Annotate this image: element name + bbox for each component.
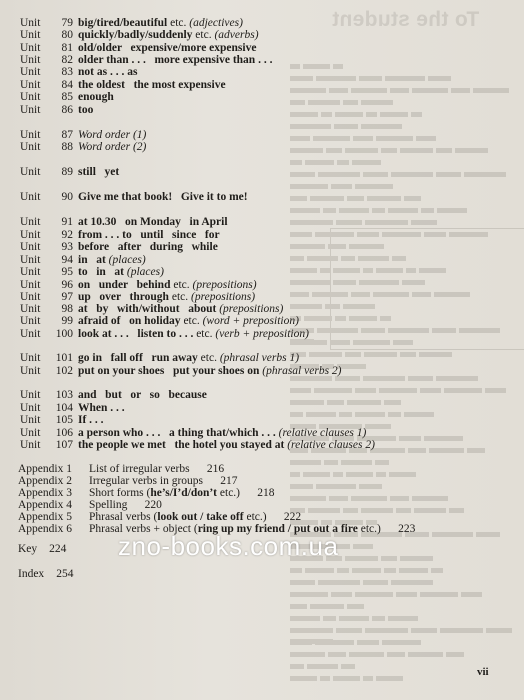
unit-number: 95 bbox=[61, 266, 73, 278]
title-segment: still yet bbox=[78, 166, 120, 178]
unit-label: Unit bbox=[20, 303, 41, 315]
unit-number: 100 bbox=[55, 328, 73, 340]
title-segment: Word order (1) bbox=[78, 129, 147, 141]
unit-label: Unit bbox=[20, 389, 41, 401]
unit-number: 86 bbox=[61, 104, 73, 116]
title-segment: ring up my friend / put out a fire bbox=[197, 523, 358, 535]
title-segment: If . . . bbox=[78, 414, 104, 426]
title-segment: etc.) bbox=[243, 511, 267, 523]
unit-label: Unit bbox=[20, 229, 41, 241]
unit-label: Unit bbox=[20, 91, 41, 103]
title-segment: Word order (2) bbox=[78, 141, 147, 153]
title-segment: etc. bbox=[180, 315, 203, 327]
title-segment: at by with/without about bbox=[78, 303, 220, 315]
title-segment: 216 bbox=[189, 463, 225, 475]
unit-label: Unit bbox=[20, 352, 41, 364]
title-segment: etc. bbox=[197, 352, 220, 364]
unit-number: 107 bbox=[55, 439, 73, 451]
appendix-label: Appendix 5 bbox=[18, 511, 72, 523]
title-segment: (adjectives) bbox=[189, 17, 243, 29]
title-segment: List of irregular verbs bbox=[89, 463, 190, 475]
title-segment: at 10.30 on Monday in April bbox=[78, 216, 228, 228]
title-segment: etc. bbox=[170, 279, 193, 291]
title-segment: he’s/I’d/don’t bbox=[150, 487, 218, 499]
title-segment: look out / take off bbox=[157, 511, 244, 523]
unit-label: Unit bbox=[20, 104, 41, 116]
title-segment: up over through bbox=[78, 291, 169, 303]
unit-title bbox=[78, 414, 104, 427]
unit-label: Unit bbox=[20, 29, 41, 41]
unit-title bbox=[78, 266, 164, 279]
unit-label: Unit bbox=[20, 266, 41, 278]
appendix-label: Appendix 2 bbox=[18, 475, 72, 487]
title-segment: etc. bbox=[193, 328, 216, 340]
unit-title bbox=[78, 66, 137, 79]
title-segment: 218 bbox=[240, 487, 275, 499]
unit-number: 82 bbox=[61, 54, 73, 66]
unit-title bbox=[78, 389, 207, 402]
title-segment: Spelling bbox=[89, 499, 128, 511]
unit-title bbox=[78, 91, 114, 104]
title-segment: go in fall off run away bbox=[78, 352, 198, 364]
unit-number: 83 bbox=[61, 66, 73, 78]
unit-number: 99 bbox=[61, 315, 73, 327]
unit-label: Unit bbox=[20, 241, 41, 253]
title-segment: (prepositions) bbox=[191, 291, 256, 303]
unit-title bbox=[78, 141, 146, 154]
unit-number: 93 bbox=[61, 241, 73, 253]
title-segment: old/older expensive/more expensive bbox=[78, 42, 257, 54]
title-segment: (phrasal verbs 2) bbox=[262, 365, 342, 377]
unit-label: Unit bbox=[20, 141, 41, 153]
unit-number: 87 bbox=[61, 129, 73, 141]
title-segment: etc.) bbox=[357, 523, 381, 535]
title-segment: in at bbox=[78, 254, 109, 266]
title-segment: (phrasal verbs 1) bbox=[219, 352, 300, 364]
key-entry-page: 224 bbox=[49, 543, 67, 555]
title-segment: put on your shoes put your shoes on bbox=[78, 365, 263, 377]
title-segment: Phrasal verbs + object ( bbox=[89, 523, 198, 535]
unit-number: 89 bbox=[61, 166, 73, 178]
unit-number: 104 bbox=[55, 402, 73, 414]
bleed-through-heading: To the student bbox=[332, 8, 480, 31]
title-segment: (word + preposition) bbox=[202, 315, 299, 327]
unit-title bbox=[78, 439, 375, 452]
title-segment: big/tired/beautiful bbox=[78, 17, 168, 29]
unit-label: Unit bbox=[20, 315, 41, 327]
unit-number: 81 bbox=[61, 42, 73, 54]
unit-title bbox=[78, 352, 299, 365]
key-entry bbox=[18, 543, 66, 556]
unit-label: Unit bbox=[20, 254, 41, 266]
title-segment: not as . . . as bbox=[78, 66, 138, 78]
title-segment: etc. bbox=[167, 17, 190, 29]
appendix-label: Appendix 1 bbox=[18, 463, 72, 475]
unit-label: Unit bbox=[20, 42, 41, 54]
title-segment: (prepositions) bbox=[219, 303, 284, 315]
index-entry-label: Index bbox=[18, 568, 45, 580]
unit-number: 96 bbox=[61, 279, 73, 291]
title-segment: (prepositions) bbox=[192, 279, 257, 291]
title-segment: on under behind bbox=[78, 279, 171, 291]
title-segment: Irregular verbs in groups bbox=[89, 475, 204, 487]
title-segment: before after during while bbox=[78, 241, 218, 253]
title-segment: When . . . bbox=[78, 402, 125, 414]
unit-title bbox=[78, 216, 228, 229]
unit-label: Unit bbox=[20, 191, 41, 203]
unit-label: Unit bbox=[20, 328, 41, 340]
unit-number: 106 bbox=[55, 427, 73, 439]
watermark: zno-books.com.ua bbox=[118, 531, 339, 561]
unit-label: Unit bbox=[20, 402, 41, 414]
title-segment: Phrasal verbs ( bbox=[89, 511, 158, 523]
unit-title bbox=[78, 104, 93, 117]
unit-number: 80 bbox=[61, 29, 73, 41]
index-entry-page: 254 bbox=[56, 568, 74, 580]
title-segment: enough bbox=[78, 91, 114, 103]
title-segment: (places) bbox=[126, 266, 164, 278]
unit-number: 105 bbox=[55, 414, 73, 426]
unit-label: Unit bbox=[20, 66, 41, 78]
title-segment: look at . . . listen to . . . bbox=[78, 328, 194, 340]
title-segment: 217 bbox=[203, 475, 238, 487]
title-segment: afraid of on holiday bbox=[78, 315, 181, 327]
title-segment: 223 bbox=[380, 523, 416, 535]
unit-number: 94 bbox=[61, 254, 73, 266]
unit-number: 98 bbox=[61, 303, 73, 315]
unit-label: Unit bbox=[20, 166, 41, 178]
unit-label: Unit bbox=[20, 216, 41, 228]
page-number: vii bbox=[477, 666, 489, 678]
title-segment: and but or so because bbox=[78, 389, 207, 401]
title-segment: (relative clauses 1) bbox=[278, 427, 367, 439]
unit-label: Unit bbox=[20, 129, 41, 141]
unit-label: Unit bbox=[20, 79, 41, 91]
unit-title bbox=[78, 328, 309, 341]
unit-label: Unit bbox=[20, 291, 41, 303]
title-segment: the oldest the most expensive bbox=[78, 79, 226, 91]
unit-label: Unit bbox=[20, 439, 41, 451]
key-entry-label: Key bbox=[18, 543, 38, 555]
unit-number: 85 bbox=[61, 91, 73, 103]
unit-number: 97 bbox=[61, 291, 73, 303]
title-segment: etc. bbox=[168, 291, 191, 303]
unit-number: 102 bbox=[55, 365, 73, 377]
unit-label: Unit bbox=[20, 17, 41, 29]
unit-number: 91 bbox=[61, 216, 73, 228]
title-segment: quickly/badly/suddenly bbox=[78, 29, 193, 41]
unit-number: 88 bbox=[61, 141, 73, 153]
title-segment: Give me that book! Give it to me! bbox=[78, 191, 248, 203]
unit-label: Unit bbox=[20, 414, 41, 426]
unit-label: Unit bbox=[20, 427, 41, 439]
unit-number: 92 bbox=[61, 229, 73, 241]
title-segment: etc. bbox=[192, 29, 215, 41]
unit-number: 84 bbox=[61, 79, 73, 91]
unit-title bbox=[78, 166, 119, 179]
title-segment: too bbox=[78, 104, 94, 116]
title-segment: 222 bbox=[266, 511, 302, 523]
unit-label: Unit bbox=[20, 54, 41, 66]
title-segment: a person who . . . a thing that/which . . . bbox=[78, 427, 279, 439]
title-segment: from . . . to until since for bbox=[78, 229, 220, 241]
unit-title bbox=[78, 365, 342, 378]
title-segment: to in at bbox=[78, 266, 127, 278]
appendix-label: Appendix 4 bbox=[18, 499, 72, 511]
unit-title bbox=[78, 241, 218, 254]
title-segment: (adverbs) bbox=[214, 29, 259, 41]
title-segment: older than . . . more expensive than . . . bbox=[78, 54, 273, 66]
unit-number: 90 bbox=[61, 191, 73, 203]
unit-title bbox=[78, 29, 259, 42]
title-segment: 220 bbox=[127, 499, 162, 511]
title-segment: (relative clauses 2) bbox=[287, 439, 375, 451]
title-segment: (verb + preposition) bbox=[215, 328, 309, 340]
unit-title bbox=[78, 315, 299, 328]
unit-number: 101 bbox=[55, 352, 73, 364]
unit-number: 79 bbox=[61, 17, 73, 29]
title-segment: Short forms ( bbox=[89, 487, 151, 499]
unit-number: 103 bbox=[55, 389, 73, 401]
index-entry bbox=[18, 568, 73, 581]
title-segment: (places) bbox=[108, 254, 146, 266]
appendix-label: Appendix 6 bbox=[18, 523, 72, 535]
unit-title bbox=[78, 191, 248, 204]
appendix-label: Appendix 3 bbox=[18, 487, 72, 499]
unit-label: Unit bbox=[20, 365, 41, 377]
unit-label: Unit bbox=[20, 279, 41, 291]
title-segment: the people we met the hotel you stayed at bbox=[78, 439, 288, 451]
title-segment: etc.) bbox=[217, 487, 240, 499]
